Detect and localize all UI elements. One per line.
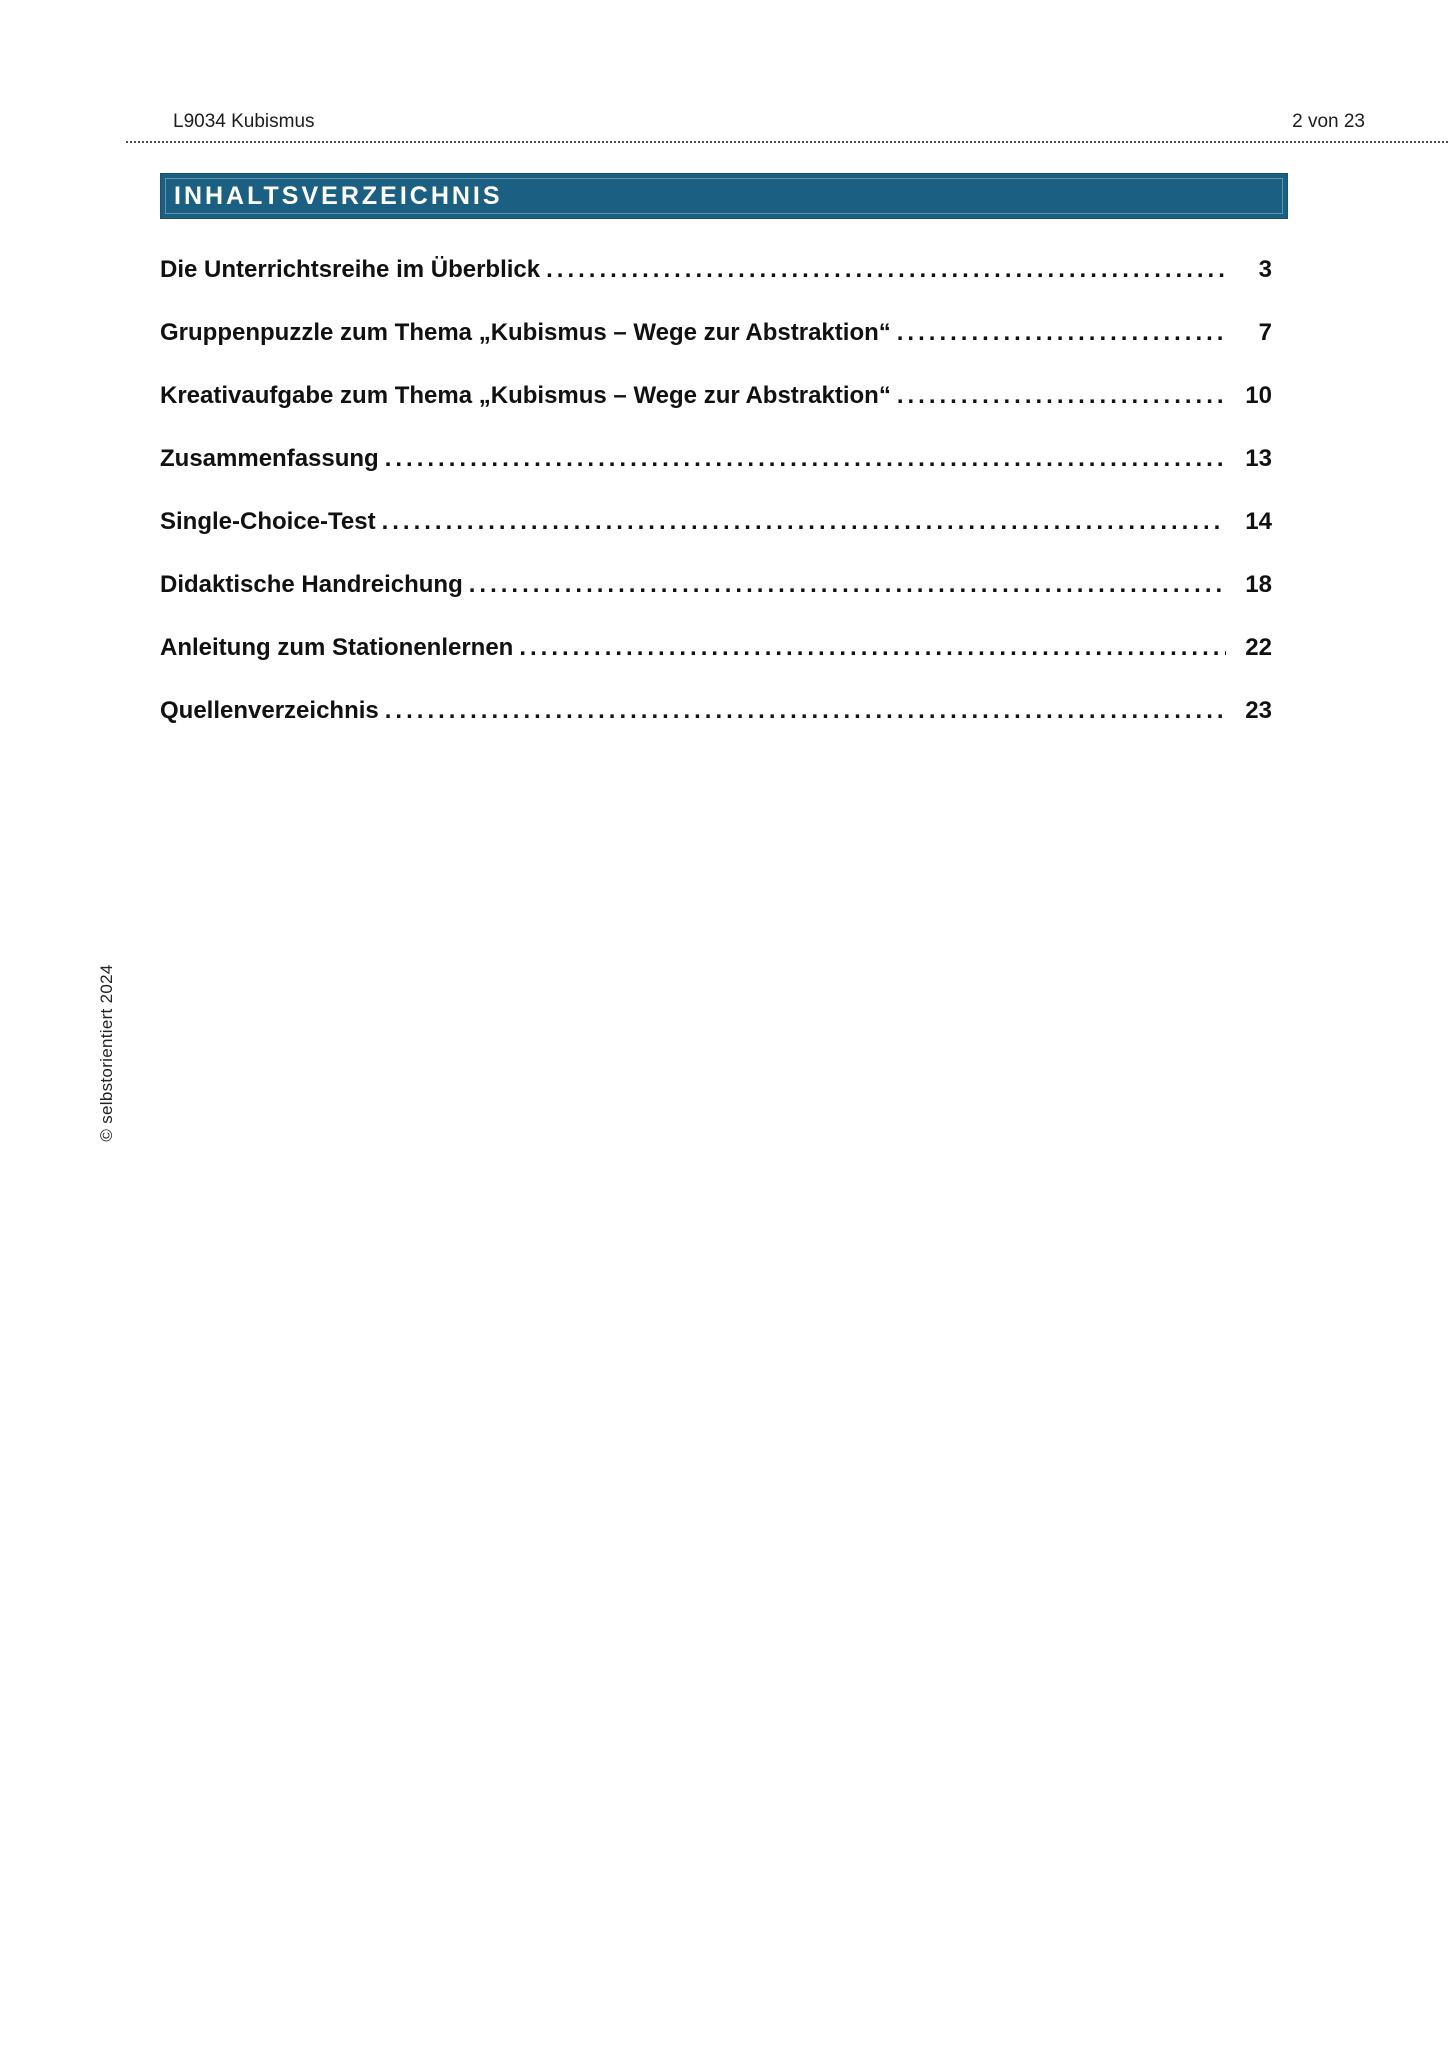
dot-leader <box>519 634 1226 662</box>
toc-entry-label: Gruppenpuzzle zum Thema „Kubismus – Wege zur Abstraktion“ <box>160 319 891 346</box>
dot-leader <box>385 697 1226 725</box>
toc-entry-label: Zusammenfassung <box>160 445 379 472</box>
toc-entry[interactable] <box>160 553 1272 616</box>
toc-entry-page: 10 <box>1245 382 1272 409</box>
dot-leader <box>546 256 1226 284</box>
document-code: L9034 Kubismus <box>173 111 315 132</box>
toc-entry-label: Didaktische Handreichung <box>160 571 463 598</box>
dot-leader <box>382 508 1226 536</box>
toc-entry-page: 18 <box>1245 571 1272 598</box>
dot-leader <box>385 445 1226 473</box>
toc-entry[interactable] <box>160 427 1272 490</box>
toc-entry[interactable] <box>160 679 1272 742</box>
toc-entry-page: 13 <box>1245 445 1272 472</box>
toc-entry[interactable] <box>160 238 1272 301</box>
page-header <box>173 111 1365 133</box>
toc-entry[interactable] <box>160 490 1272 553</box>
dot-leader <box>897 382 1226 410</box>
toc-entry-label: Quellenverzeichnis <box>160 697 379 724</box>
toc-entry-label: Kreativaufgabe zum Thema „Kubismus – Wege zur Abstraktion“ <box>160 382 891 409</box>
toc-entry[interactable] <box>160 364 1272 427</box>
toc-entry-page: 7 <box>1258 319 1272 346</box>
copyright-sidebar-text: © selbstorientiert 2024 <box>97 964 116 1142</box>
section-title: INHALTSVERZEICHNIS <box>174 182 503 210</box>
toc-entry-label: Anleitung zum Stationenlernen <box>160 634 514 661</box>
toc-entry-page: 14 <box>1245 508 1272 535</box>
toc-entry-page: 23 <box>1245 697 1272 724</box>
section-title-bar <box>160 173 1288 219</box>
dot-leader <box>469 571 1226 599</box>
table-of-contents <box>160 238 1288 742</box>
dot-leader <box>897 319 1226 347</box>
toc-entry[interactable] <box>160 616 1272 679</box>
header-divider <box>126 141 1448 143</box>
toc-entry-label: Single-Choice-Test <box>160 508 376 535</box>
toc-entry-page: 22 <box>1245 634 1272 661</box>
toc-entry-page: 3 <box>1258 256 1272 283</box>
toc-entry-label: Die Unterrichtsreihe im Überblick <box>160 256 541 283</box>
page-indicator: 2 von 23 <box>1292 111 1365 132</box>
toc-entry[interactable] <box>160 301 1272 364</box>
